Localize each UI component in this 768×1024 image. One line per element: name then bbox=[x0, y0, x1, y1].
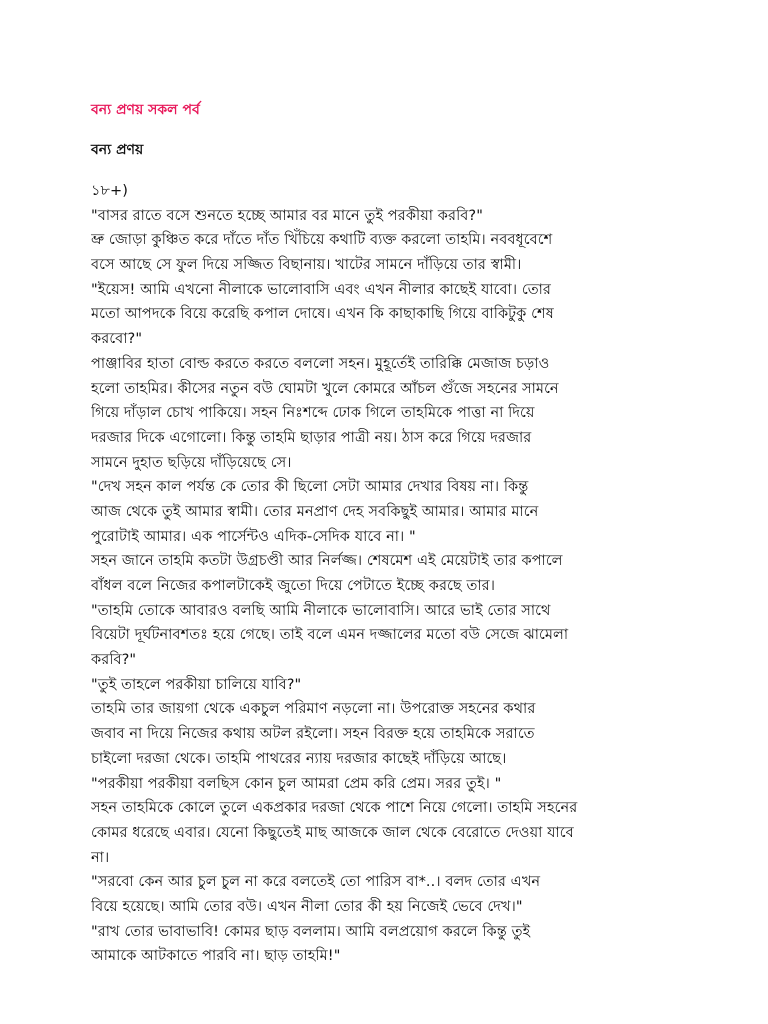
text-line: "পরকীয়া পরকীয়া বলছিস কোন চুল আমরা প্রেম করি প্রেম। সরর তুই। " bbox=[91, 775, 502, 792]
text-line: "দেখ সহন কাল পর্যন্ত কে তোর কী ছিলো সেটা আমার দেখার বিষয় না। কিন্তু bbox=[91, 479, 529, 496]
text-line: করবো?" bbox=[91, 331, 143, 348]
story-title: বন্য প্রণয় bbox=[91, 142, 144, 158]
text-line: "ইয়েস! আমি এখনো নীলাকে ভালোবাসি এবং এখন নীলার কাছেই যাবো। তোর bbox=[91, 281, 551, 298]
text-line: গিয়ে দাঁড়াল চোখ পাকিয়ে। সহন নিঃশব্দে ঢোক গিলে তাহমিকে পাত্তা না দিয়ে bbox=[91, 405, 535, 422]
text-line: দরজার দিকে এগোলো। কিন্তু তাহমি ছাড়ার পাত্রী নয়। ঠাস করে গিয়ে দরজার bbox=[91, 429, 532, 446]
text-line: সহন তাহমিকে কোলে তুলে একপ্রকার দরজা থেকে পাশে নিয়ে গেলো। তাহমি সহনের bbox=[91, 800, 578, 817]
text-line: "তাহমি তোকে আবারও বলছি আমি নীলাকে ভালোবাসি। আরে ভাই তোর সাথে bbox=[91, 602, 551, 619]
text-line: আমাকে আটকাতে পারবি না। ছাড় তাহমি!" bbox=[91, 948, 341, 965]
text-line: "তুই তাহলে পরকীয়া চালিয়ে যাবি?" bbox=[91, 676, 302, 693]
text-line: পাঞ্জাবির হাতা বোল্ড করতে করতে বললো সহন। মুহূর্তেই তারিক্কি মেজাজ চড়াও bbox=[91, 355, 550, 372]
text-line: বাঁধল বলে নিজের কপালটাকেই জুতো দিয়ে পেটাতে ইচ্ছে করছে তার। bbox=[91, 578, 496, 594]
text-line: আজ থেকে তুই আমার স্বামী। তোর মনপ্রাণ দেহ সবকিছুই আমার। আমার মানে bbox=[91, 503, 539, 520]
text-line: ভ্রু জোড়া কুঞ্চিত করে দাঁতে দাঁত খিঁচিয়ে কথাটি ব্যক্ত করলো তাহমি। নববধূবেশে bbox=[91, 232, 553, 249]
text-line: বসে আছে সে ফুল দিয়ে সজ্জিত বিছানায়। খাটের সামনে দাঁড়িয়ে তার স্বামী। bbox=[91, 257, 522, 274]
text-line: বিয়েটা দূর্ঘটনাবশতঃ হয়ে গেছে। তাই বলে এমন দজ্জালের মতো বউ সেজে ঝামেলা bbox=[91, 627, 569, 644]
text-line: সামনে দুহাত ছড়িয়ে দাঁড়িয়েছে সে। bbox=[91, 454, 292, 471]
story-body bbox=[91, 179, 708, 969]
text-line: কোমর ধরেছে এবার। যেনো কিছুতেই মাছ আজকে জাল থেকে বেরোতে দেওয়া যাবে bbox=[91, 824, 574, 841]
text-line: হলো তাহমির। কীসের নতুন বউ ঘোমটা খুলে কোমরে আঁচল গুঁজে সহনের সামনে bbox=[91, 380, 559, 397]
text-line: ১৮+) bbox=[91, 183, 129, 199]
text-line: "সরবো কেন আর চুল চুল না করে বলতেই তো পারিস বা*..। বলদ তোর এখন bbox=[91, 874, 541, 891]
text-line: "রাখ তোর ভাবাভাবি! কোমর ছাড় বললাম। আমি বলপ্রয়োগ করলে কিন্তু তুই bbox=[91, 923, 531, 940]
text-line: চাইলো দরজা থেকে। তাহমি পাথরের ন্যায় দরজার কাছেই দাঁড়িয়ে আছে। bbox=[91, 750, 507, 767]
series-title: বন্য প্রণয় সকল পর্ব bbox=[91, 102, 200, 118]
text-line: সহন জানে তাহমি কতটা উগ্রচণ্ডী আর নির্লজ্জ। শেষমেশ এই মেয়েটাই তার কপালে bbox=[91, 553, 563, 570]
text-line: মতো আপদকে বিয়ে করেছি কপাল দোষে। এখন কি কাছাকাছি গিয়ে বাকিটুকু শেষ bbox=[91, 306, 554, 323]
text-line: করবি?" bbox=[91, 652, 137, 669]
text-line: বিয়ে হয়েছে। আমি তোর বউ। এখন নীলা তোর কী হয় নিজেই ভেবে দেখ।" bbox=[91, 898, 523, 915]
text-line: তাহমি তার জায়গা থেকে একচুল পরিমাণ নড়লো না। উপরোক্ত সহনের কথার bbox=[91, 701, 536, 718]
text-line: পুরোটাই আমার। এক পার্সেন্টও এদিক-সেদিক যাবে না। " bbox=[91, 528, 416, 545]
text-line: জবাব না দিয়ে নিজের কথায় অটল রইলো। সহন বিরক্ত হয়ে তাহমিকে সরাতে bbox=[91, 726, 535, 743]
text-line: "বাসর রাতে বসে শুনতে হচ্ছে আমার বর মানে তুই পরকীয়া করবি?" bbox=[91, 207, 483, 224]
text-line: না। bbox=[91, 849, 110, 866]
